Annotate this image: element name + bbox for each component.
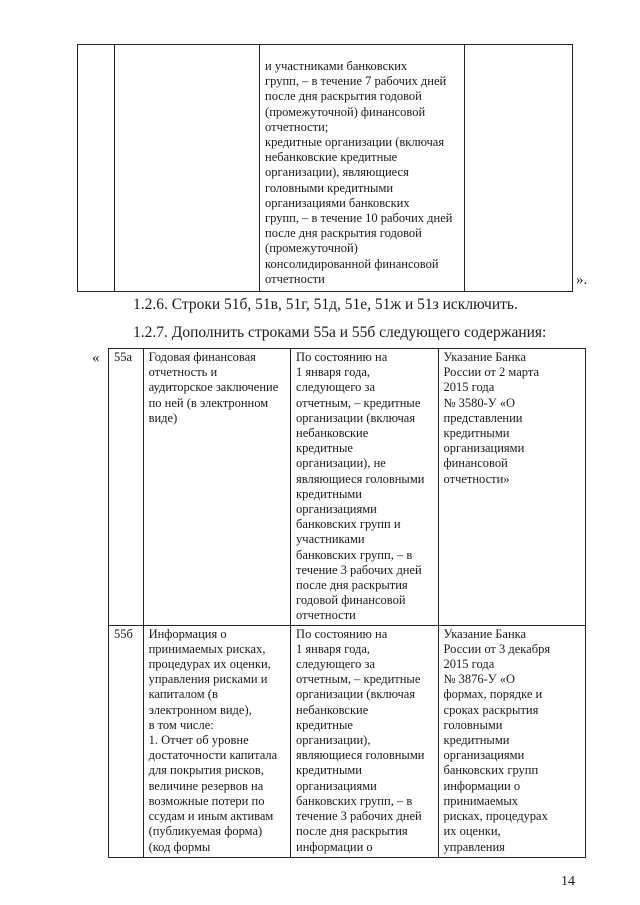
- opening-quote: «: [92, 350, 100, 366]
- cont-line: кредитные организации (включая: [265, 135, 445, 150]
- cont-line: организациями банковских: [265, 195, 410, 210]
- cont-line: (промежуточной) финансовой: [265, 104, 426, 119]
- cont-line: отчетности: [265, 271, 325, 286]
- row-reference: Указание Банка России от 2 марта 2015 года № 3580-У «О представлении кредитными организациями финансовой отчетности»: [438, 349, 585, 626]
- cont-line: групп, – в течение 7 рабочих дней: [265, 74, 447, 89]
- continuation-col2: [114, 45, 259, 292]
- paragraph-1-2-7: 1.2.7. Дополнить строками 55а и 55б следующего содержания:: [133, 324, 547, 341]
- page-number: 14: [561, 874, 575, 889]
- cont-line: головными кредитными: [265, 180, 394, 195]
- row-deadline: По состоянию на 1 января года, следующего за отчетным, – кредитные организации (включая небанковские кредитные организации), являющиеся головными кредитными организациями банковских групп, – в течение 3 рабочих дней после дня раскрытия информации о: [291, 625, 438, 857]
- row-description: Информация о принимаемых рисках, процедурах их оценки, управления рисками и капиталом (в электронном виде), в том числе: 1. Отчет об уровне достаточности капитала для покрытия рисков, величине резервов на возможные потери по ссудам и иным активам (публикуемая форма) (код формы: [143, 625, 290, 857]
- cont-line: после дня раскрытия годовой: [265, 226, 422, 241]
- table-row: [109, 625, 586, 857]
- row-description: Годовая финансовая отчетность и аудиторское заключение по ней (в электронном виде): [143, 349, 290, 626]
- cont-line: небанковские кредитные: [265, 150, 398, 165]
- table-row: [109, 349, 586, 626]
- continuation-table: [77, 44, 573, 292]
- row-reference: Указание Банка России от 3 декабря 2015 года № 3876-У «О формах, порядке и сроках раскрытия головными кредитными организациями банковских групп информации о принимаемых рисках, процедурах их оценки, управления: [438, 625, 585, 857]
- paragraph-1-2-6: 1.2.6. Строки 51б, 51в, 51г, 51д, 51е, 51ж и 51з исключить.: [133, 296, 518, 313]
- continuation-col1: [78, 45, 115, 292]
- row-number: 55б: [109, 625, 144, 857]
- cont-line: консолидированной финансовой: [265, 256, 439, 271]
- continuation-col3: [260, 45, 465, 292]
- rows-table: [108, 348, 586, 858]
- continuation-col4: [464, 45, 572, 292]
- row-deadline: По состоянию на 1 января года, следующего за отчетным, – кредитные организации (включая небанковские кредитные организации), не являющиеся головными кредитными организациями банковских групп и участниками банковских групп, – в течение 3 рабочих дней после дня раскрытия годовой финансовой отчетности: [291, 349, 438, 626]
- cont-line: (промежуточной): [265, 241, 358, 256]
- cont-line: групп, – в течение 10 рабочих дней: [265, 211, 453, 226]
- closing-quote: ».: [576, 272, 588, 288]
- cont-line: и участниками банковских: [265, 59, 408, 73]
- row-number: 55а: [109, 349, 144, 626]
- cont-line: после дня раскрытия годовой: [265, 89, 422, 104]
- cont-line: организации), являющиеся: [265, 165, 409, 180]
- cont-line: отчетности;: [265, 119, 329, 134]
